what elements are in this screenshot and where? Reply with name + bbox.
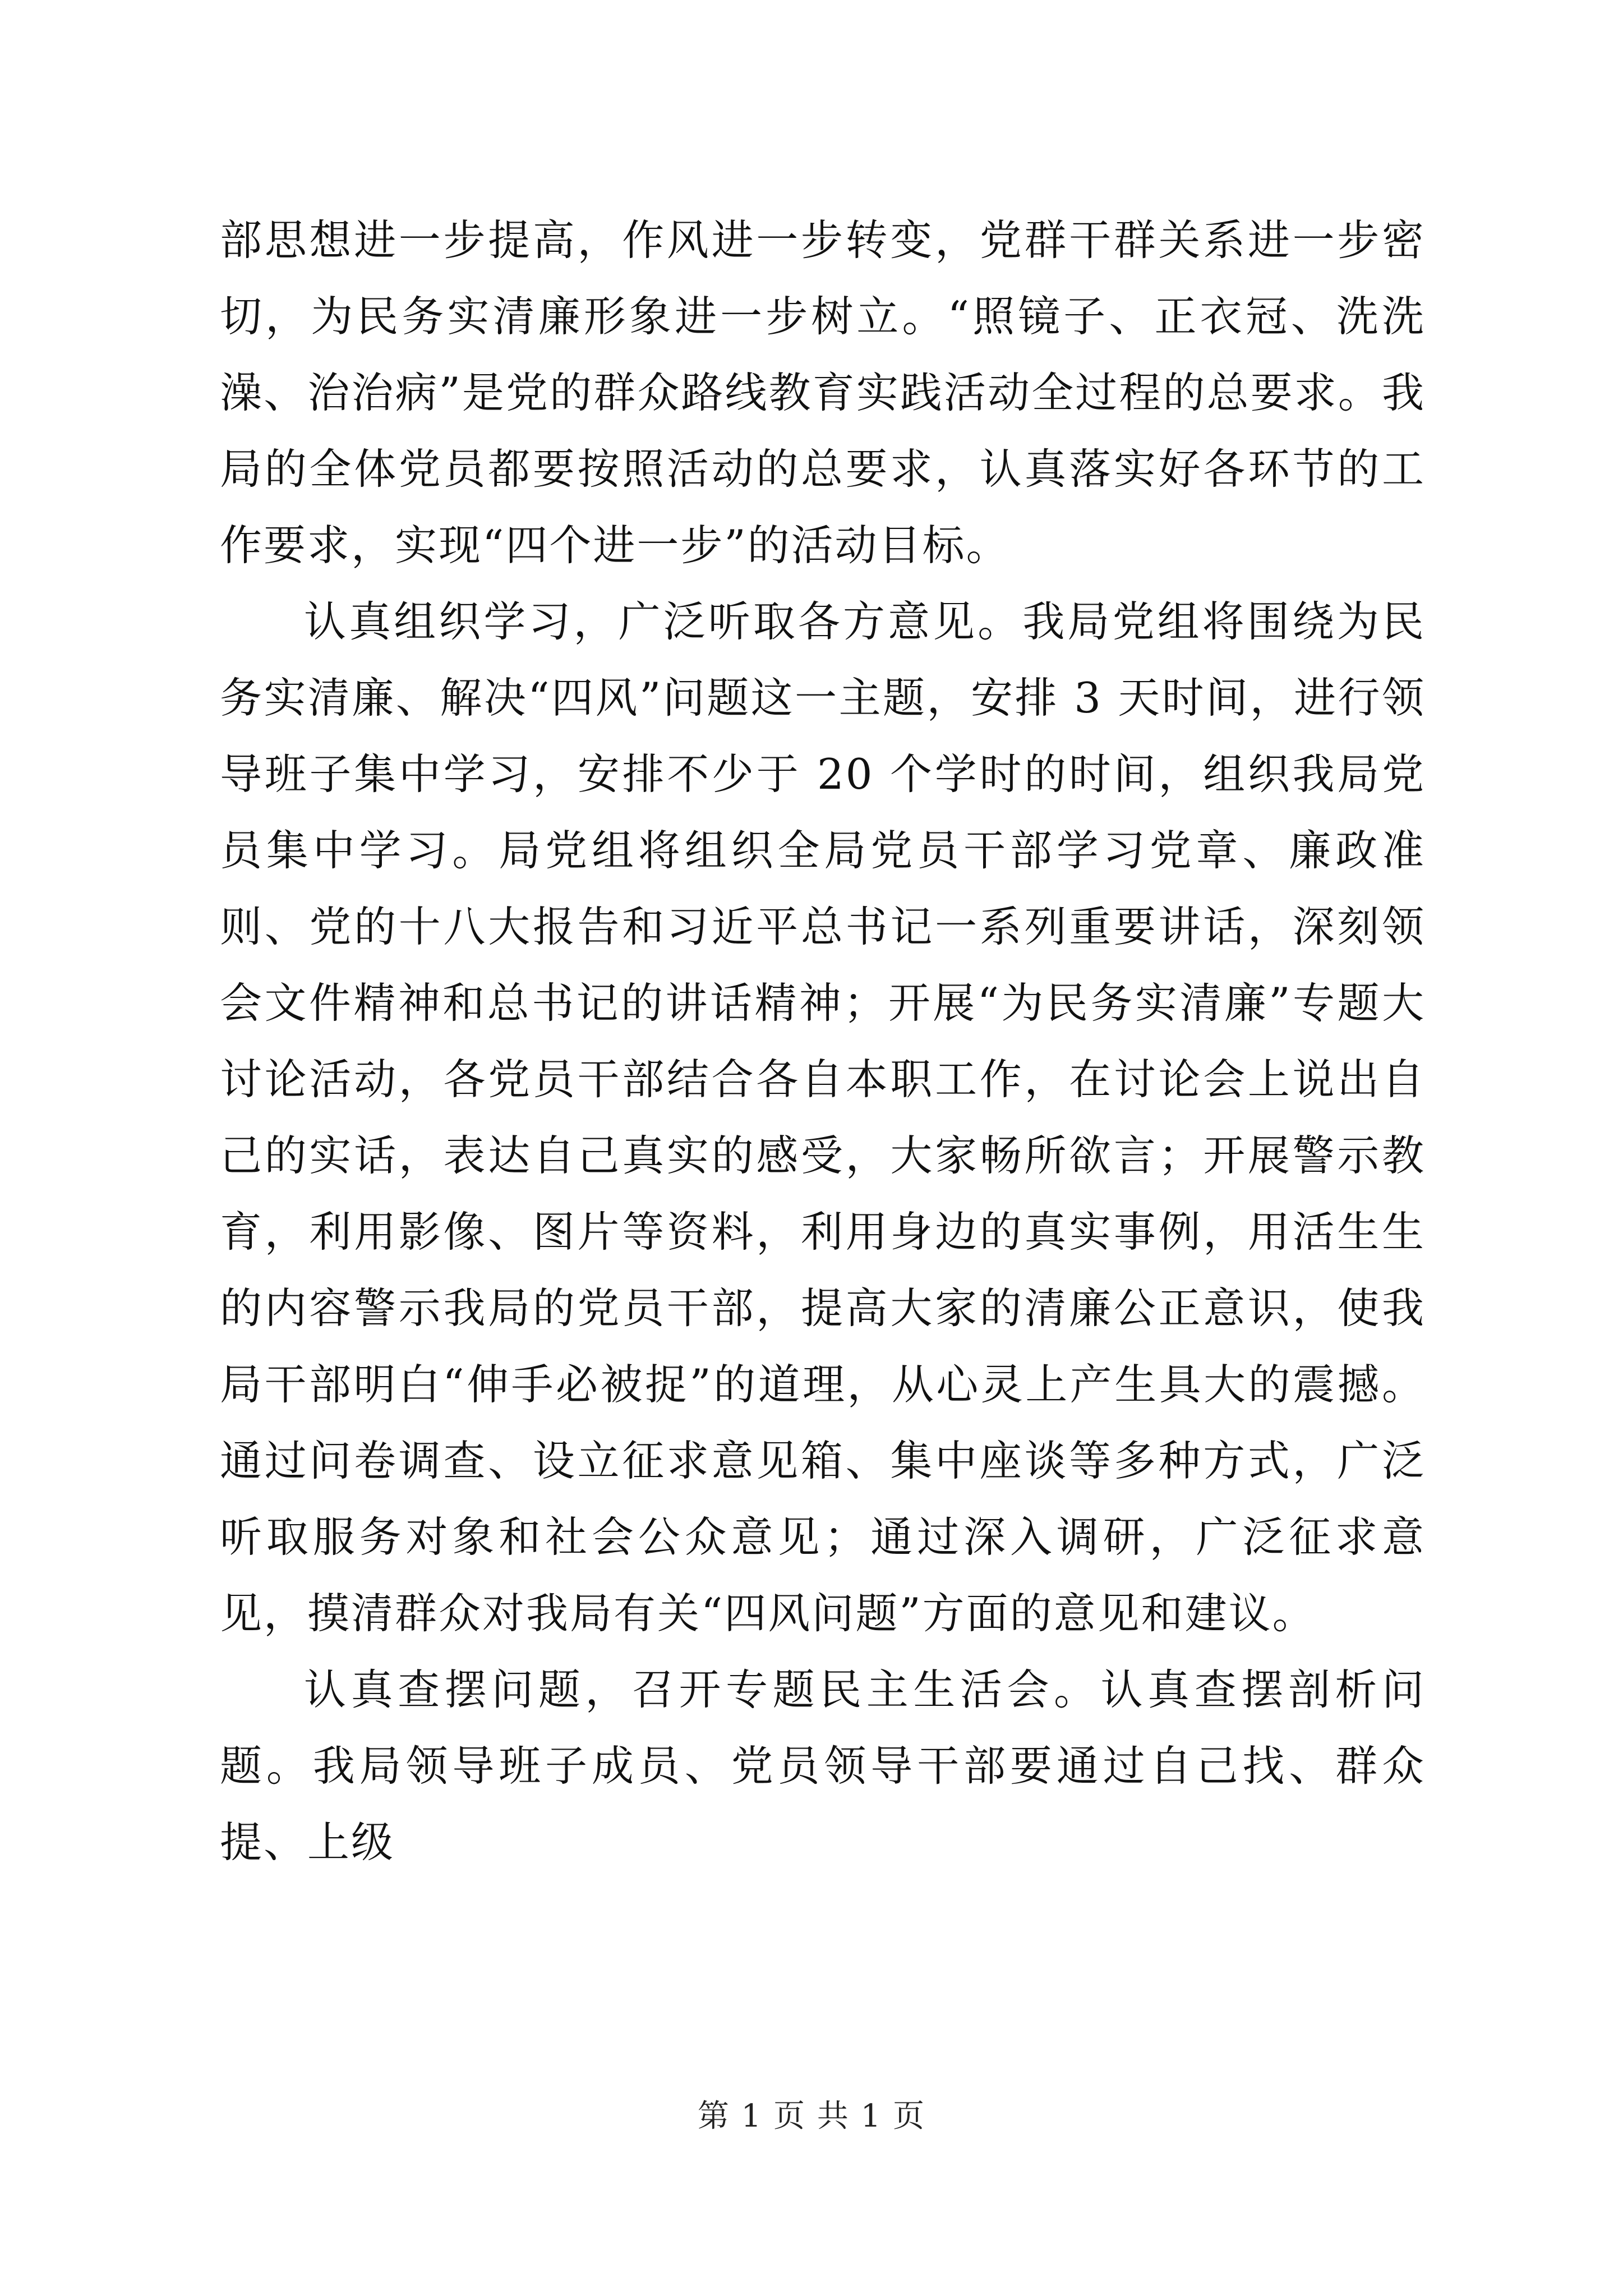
page-number-footer: 第 1 页 共 1 页 [697, 2098, 926, 2134]
paragraph-1: 部思想进一步提高，作风进一步转变，党群干群关系进一步密切，为民务实清廉形象进一步树立。“照镜子、正衣冠、洗洗澡、治治病”是党的群众路线教育实践活动全过程的总要求。我局的全体党员都要按照活动的总要求，认真落实好各环节的工作要求，实现“四个进一步”的活动目标。 [220, 215, 1426, 570]
paragraph-2: 认真组织学习，广泛听取各方意见。我局党组将围绕为民务实清廉、解决“四风”问题这一主题，安排 3 天时间，进行领导班子集中学习，安排不少于 20 个学时的时间，组织我局党员集中学习。局党组将组织全局党员干部学习党章、廉政准则、党的十八大报告和习近平总书记一系列重要讲话，深刻领会文件精神和总书记的讲话精神；开展“为民务实清廉”专题大讨论活动，各党员干部结合各自本职工作，在讨论会上说出自己的实话，表达自己真实的感受，大家畅所欲言；开展警示教育，利用影像、图片等资料，利用身边的真实事例，用活生生的内容警示我局的党员干部，提高大家的清廉公正意识，使我局干部明白“伸手必被捉”的道理，从心灵上产生具大的震撼。通过问卷调查、设立征求意见箱、集中座谈等多种方式，广泛听取服务对象和社会公众意见；通过深入调研，广泛征求意见，摸清群众对我局有关“四风问题”方面的意见和建议。 [220, 597, 1426, 1638]
document-body [220, 202, 1426, 1880]
paragraph-3: 认真查摆问题，召开专题民主生活会。认真查摆剖析问题。我局领导班子成员、党员领导干部要通过自己找、群众提、上级 [220, 1665, 1426, 1867]
